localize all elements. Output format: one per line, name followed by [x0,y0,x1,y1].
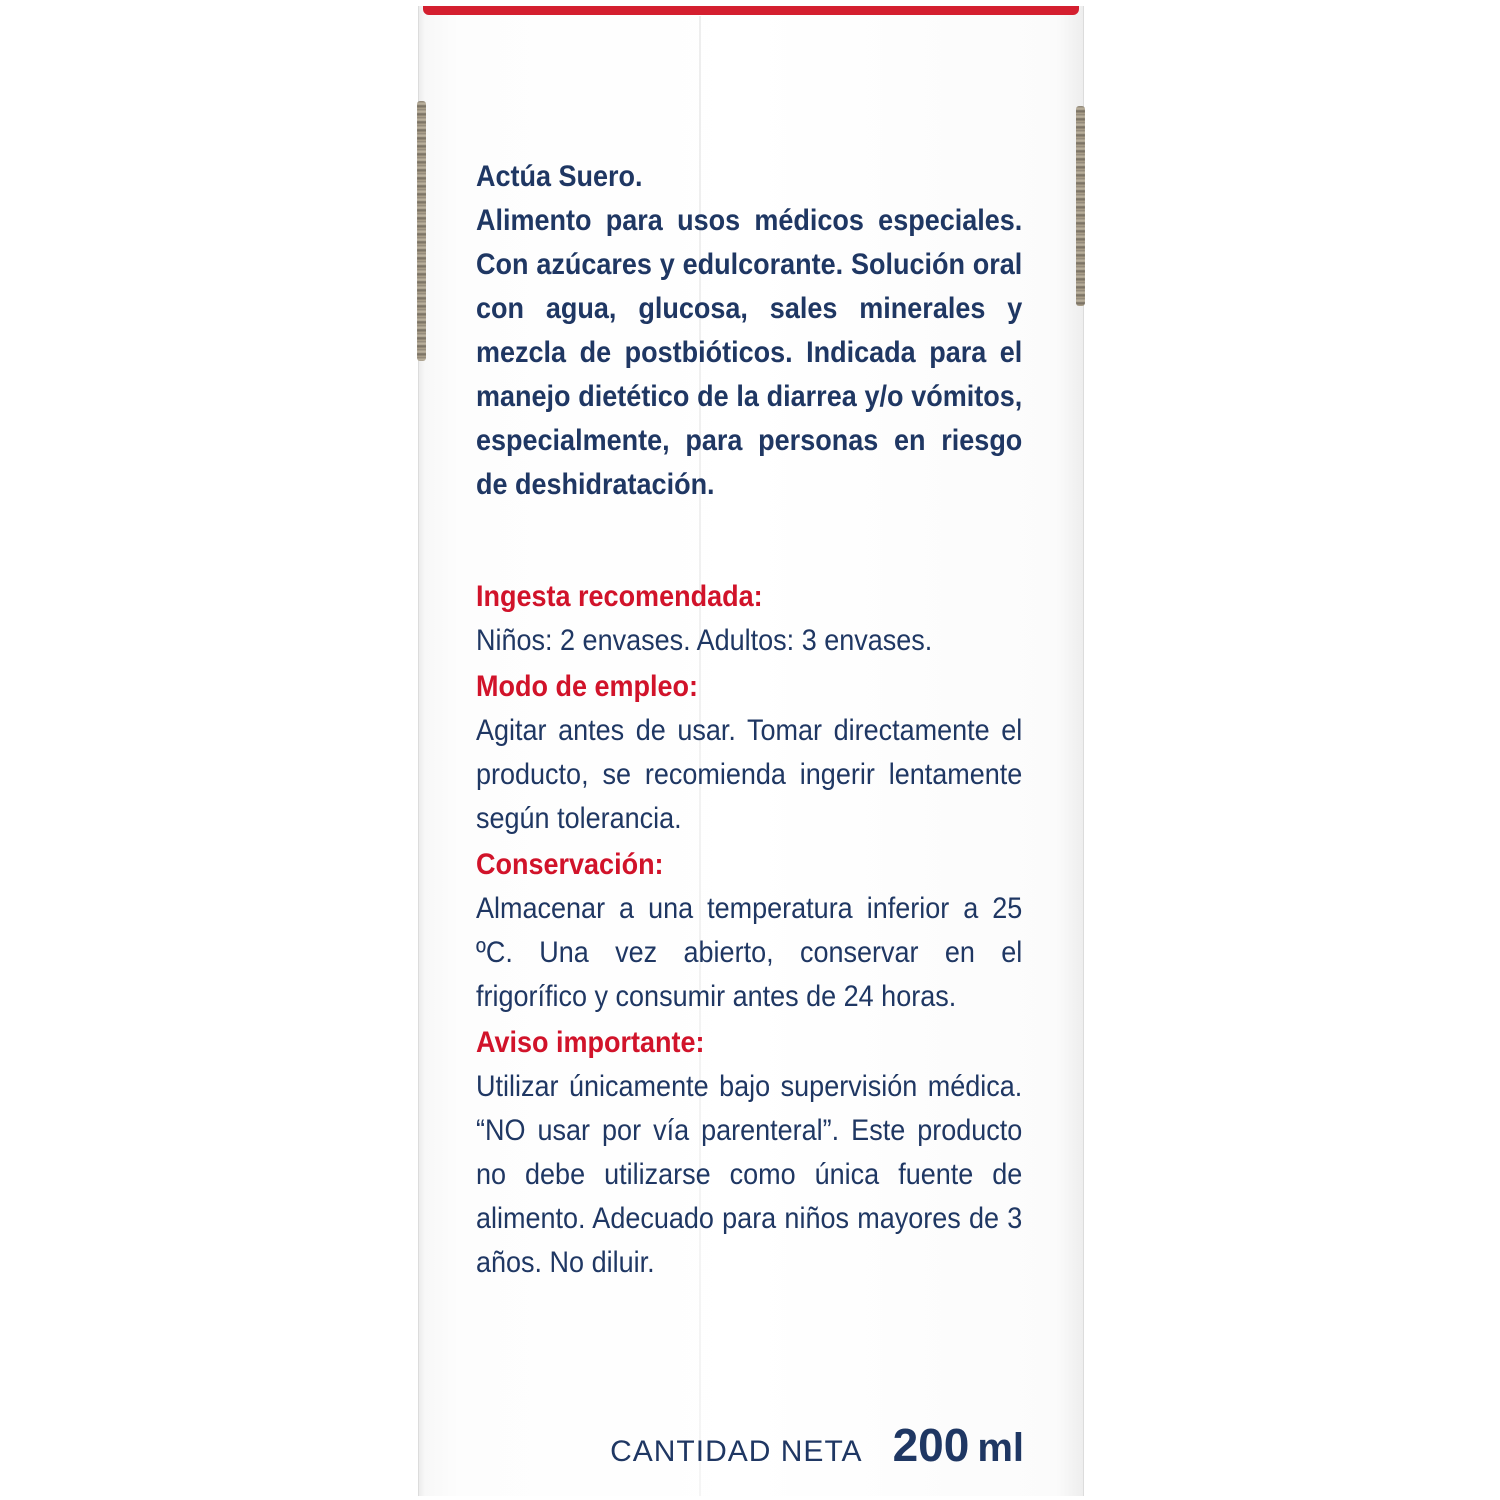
section-heading: Aviso importante: [476,1026,705,1059]
section-body: Utilizar únicamente bajo supervisión médica. “NO usar por vía parenteral”. Este producto no debe utilizarse como única fuente de alimento. Adecuado para niños mayores de 3 años. No diluir. [476,1070,1023,1279]
section-storage [476,843,1022,1019]
section-important-notice [476,1021,1022,1285]
carton-left-edge-texture [417,101,426,361]
net-quantity-unit: ml [977,1426,1024,1470]
section-body: Almacenar a una temperatura inferior a 25 ºC. Una vez abierto, conservar en el frigorífico y consumir antes de 24 horas. [476,892,1023,1013]
product-title: Actúa Suero. [476,160,643,193]
section-body: Agitar antes de usar. Tomar directamente el producto, se recomienda ingerir lentamente según tolerancia. [476,714,1023,835]
net-quantity-label: CANTIDAD NETA [610,1435,863,1468]
section-body: Niños: 2 envases. Adultos: 3 envases. [476,624,933,657]
product-description [476,155,1022,507]
label-text-block [476,155,1023,1279]
net-quantity [610,1418,1024,1472]
product-description-text: Alimento para usos médicos especiales. Con azúcares y edulcorante. Solución oral con agua, glucosa, sales minerales y mezcla de postbióticos. Indicada para el manejo dietético de la diarrea y/o vómitos, especialmente, para personas en riesgo de deshidratación. [476,204,1023,501]
section-heading: Ingesta recomendada: [476,580,763,613]
section-heading: Conservación: [476,848,664,881]
net-quantity-value: 200 [892,1419,970,1471]
carton-right-edge-texture [1076,106,1085,306]
section-directions-of-use [476,665,1022,841]
label-sections [476,575,1022,1287]
carton-top-red-band [423,6,1079,15]
section-heading: Modo de empleo: [476,670,699,703]
section-recommended-intake [476,575,1022,663]
